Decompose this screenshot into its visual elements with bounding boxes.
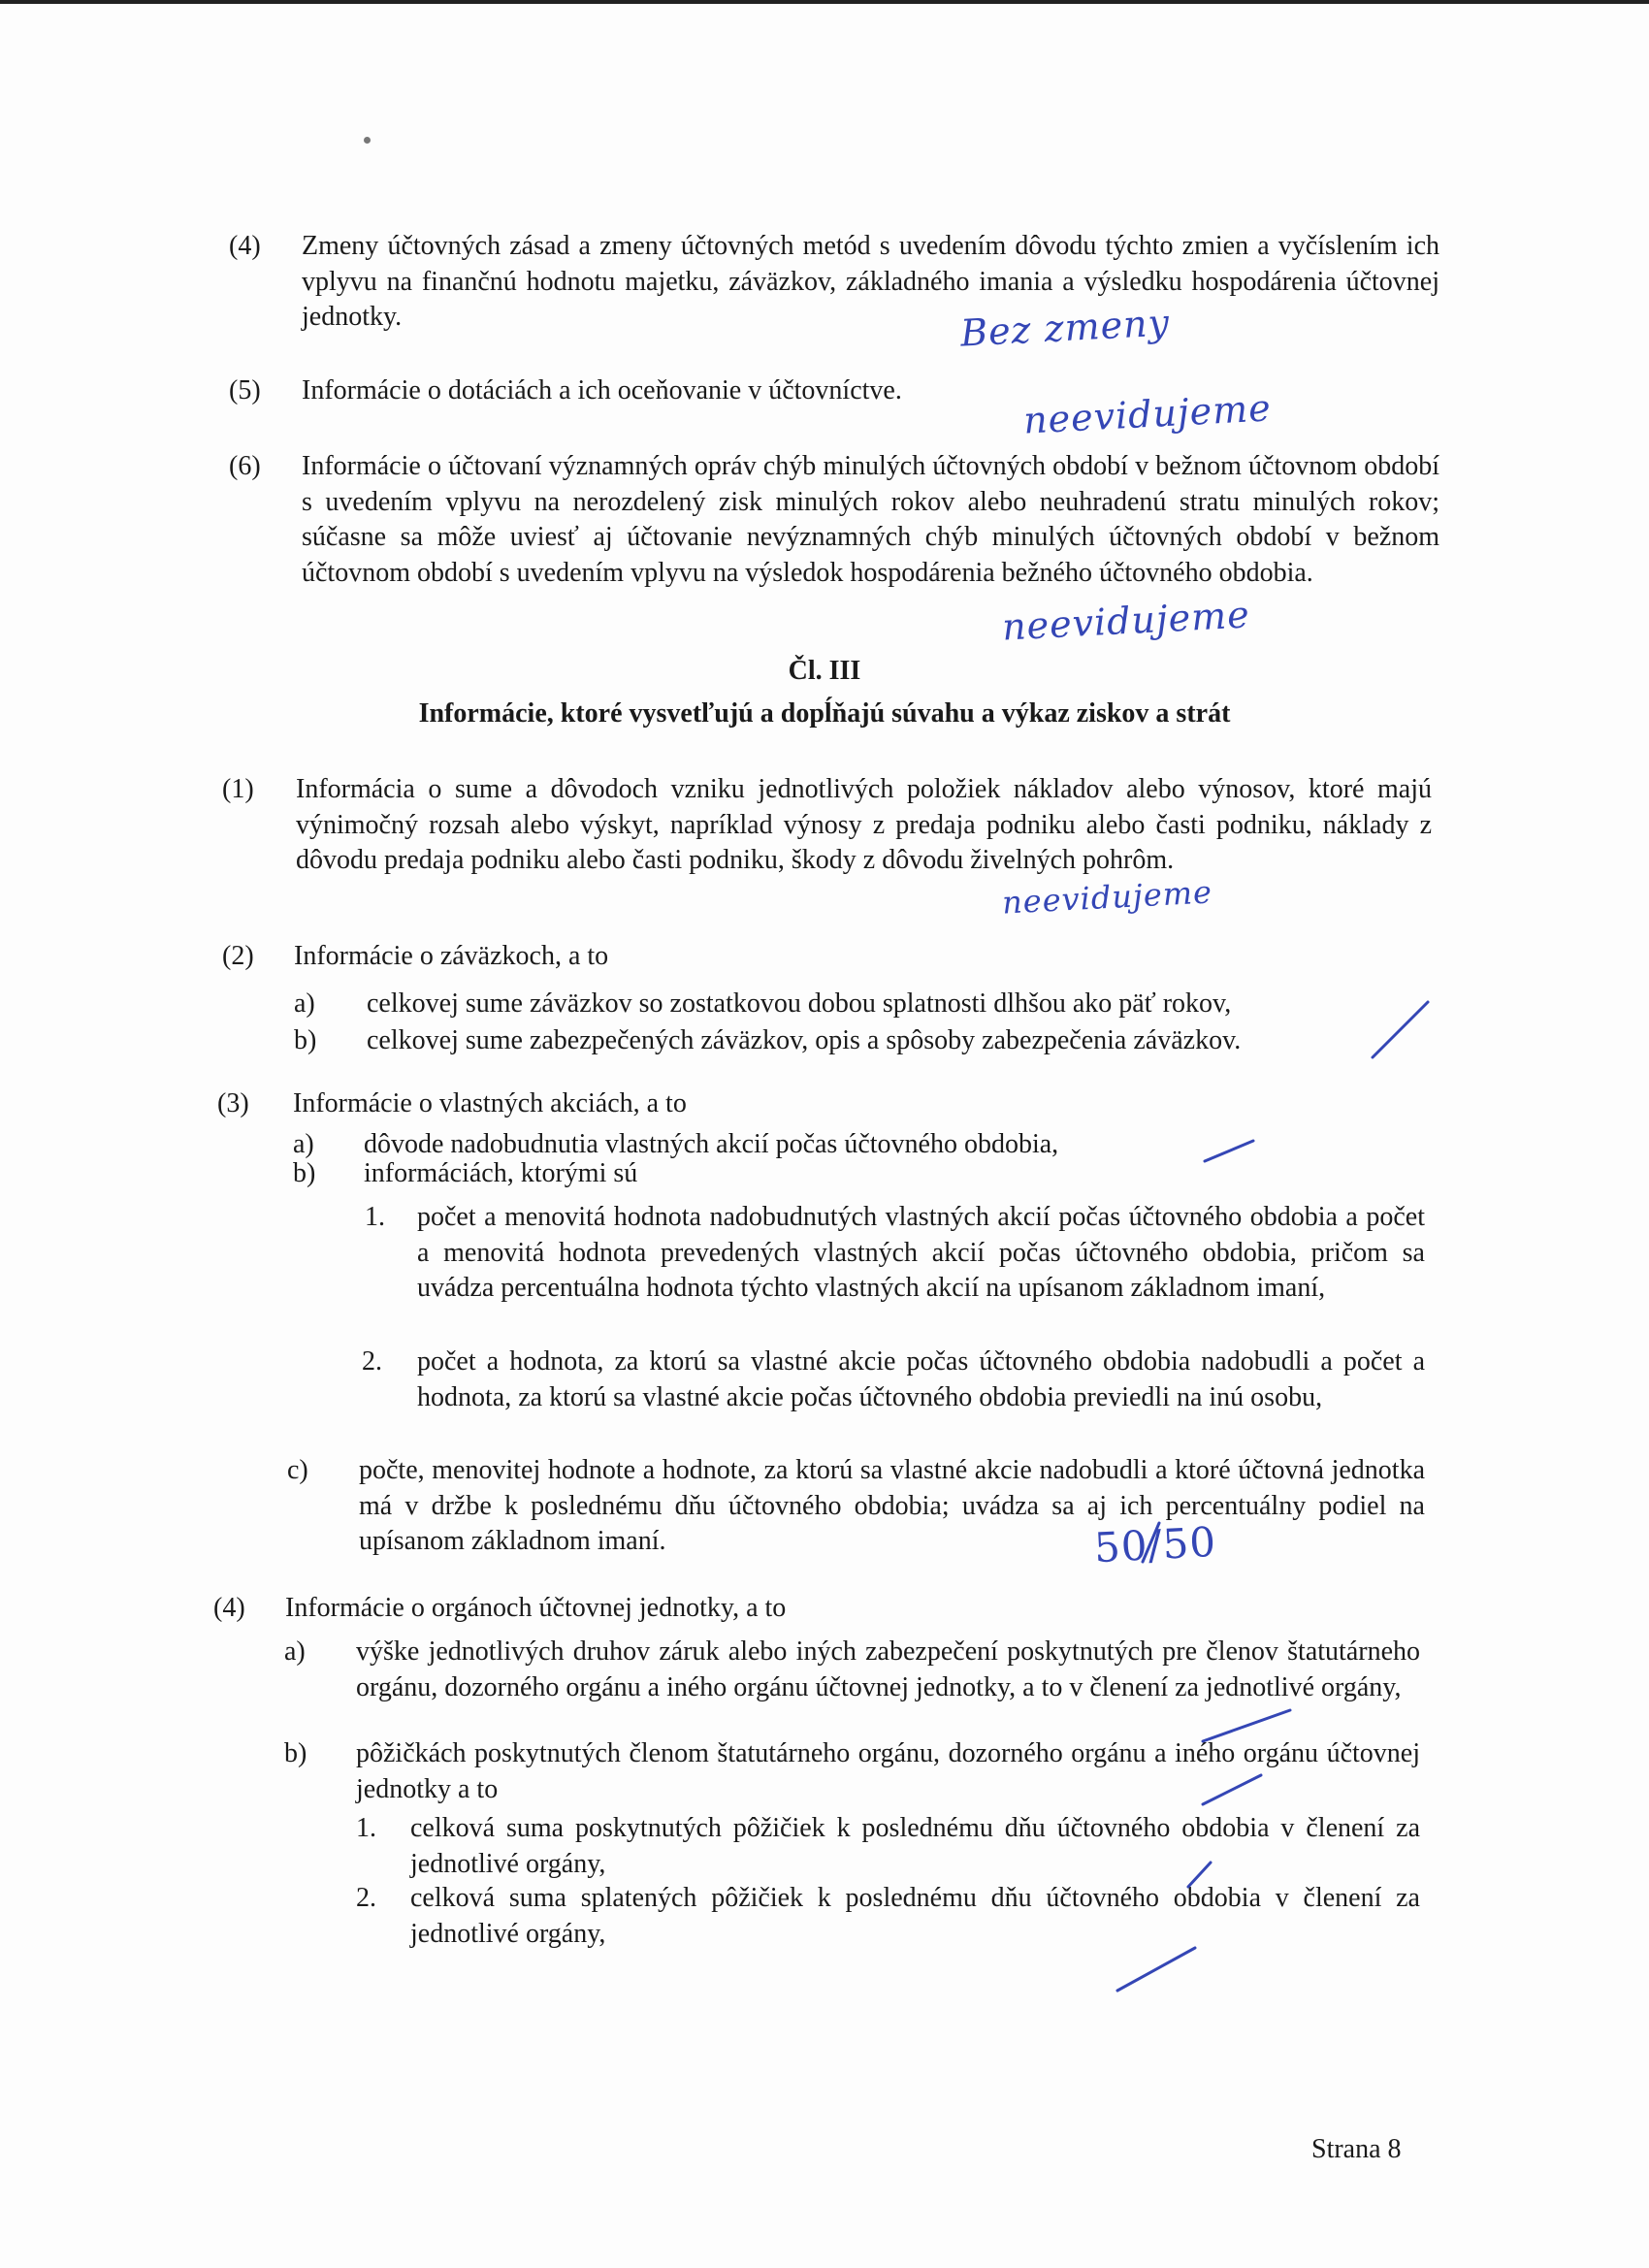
list-item: celkovej sume zabezpečených záväzkov, opis a spôsoby zabezpečenia záväzkov.: [367, 1025, 1242, 1055]
list-item: celková suma splatených pôžičiek k poslednému dňu účtovného obdobia v členení za jednotlivé orgány,: [410, 1883, 1420, 1949]
item-label: c): [287, 1455, 308, 1485]
item-label: b): [284, 1738, 307, 1768]
list-item: počet a hodnota, za ktorú sa vlastné akcie počas účtovného obdobia nadobudli a počet a hodnota, za ktorú sa vlastné akcie počas účtovného obdobia previedli na inú osobu,: [417, 1346, 1425, 1412]
list-item: pôžičkách poskytnutých členom štatutárneho orgánu, dozorného orgánu a iného orgánu účtovnej jednotky a to: [356, 1738, 1420, 1804]
item-label: b): [293, 1158, 316, 1188]
paragraph: Informácie o účtovaní významných opráv chýb minulých účtovných období v bežnom účtovnom období s uvedením vplyvu na nerozdelený zisk minulých rokov alebo neuhradenú stratu minulých rokov; súčasne sa môže uviesť aj účtovanie nevýznamných chýb minulých účtovných období v bežnom účtovnom období s uvedením vplyvu na výsledok hospodárenia bežného účtovného obdobia.: [302, 451, 1439, 588]
item-number: (5): [229, 375, 261, 405]
item-number: (4): [229, 231, 261, 261]
paragraph: Informácie o orgánoch účtovnej jednotky, a to: [285, 1593, 787, 1623]
handwritten-note: neevidujeme: [1022, 386, 1273, 442]
list-item: počte, menovitej hodnote a hodnote, za ktorú sa vlastné akcie nadobudli a ktoré účtovná jednotka má v držbe k poslednému dňu účtovného obdobia; uvádza sa aj ich percentuálny podiel na upísanom základnom imaní.: [359, 1455, 1425, 1556]
pen-slash: [1143, 1523, 1159, 1562]
paragraph: Informácie o záväzkoch, a to: [294, 941, 609, 971]
item-label: a): [294, 988, 315, 1019]
item-label: a): [293, 1129, 314, 1159]
list-item: počet a menovitá hodnota nadobudnutých vlastných akcií počas účtovného obdobia a počet a menovitá hodnota prevedených vlastných akcií počas účtovného obdobia, pričom sa uvádza percentuálna hodnota týchto vlastných akcií na upísanom základnom imaní,: [417, 1202, 1425, 1303]
handwritten-note: Bez zmeny: [958, 301, 1172, 355]
list-item: celkovej sume záväzkov so zostatkovou dobou splatnosti dlhšou ako päť rokov,: [367, 988, 1232, 1019]
item-number: (6): [229, 451, 261, 481]
item-label: 1.: [356, 1813, 376, 1843]
item-label: 1.: [365, 1202, 385, 1232]
item-number: (1): [222, 774, 254, 804]
pen-slash: [1117, 1948, 1195, 1991]
item-label: a): [284, 1636, 306, 1667]
item-number: (2): [222, 941, 254, 971]
item-number: (4): [213, 1593, 245, 1623]
handwritten-note: neevidujeme: [1001, 593, 1251, 649]
pen-slash: [1188, 1863, 1211, 1887]
pen-slash: [1203, 1710, 1290, 1741]
article-title: Informácie, ktoré vysvetľujú a dopĺňajú súvahu a výkaz ziskov a strát: [418, 698, 1231, 729]
paragraph: Informácia o sume a dôvodoch vzniku jednotlivých položiek nákladov alebo výnosov, ktoré majú výnimočný rozsah alebo výskyt, napríklad výnosy z predaja podniku alebo časti podniku, náklady z dôvodu predaja podniku alebo časti podniku, škody z dôvodu živelných pohrôm.: [296, 774, 1432, 875]
page-number: Strana 8: [1311, 2134, 1402, 2164]
pen-slash: [1203, 1775, 1261, 1804]
handwritten-note: 50/50: [1092, 1517, 1218, 1572]
list-item: informáciách, ktorými sú: [364, 1158, 638, 1188]
paragraph: Zmeny účtovných zásad a zmeny účtovných metód s uvedením dôvodu týchto zmien a vyčíslením ich vplyvu na finančnú hodnotu majetku, záväzkov, základného imania a výsledku hospodárenia účtovnej jednotky.: [302, 231, 1439, 332]
item-number: (3): [217, 1088, 249, 1118]
list-item: výške jednotlivých druhov záruk alebo iných zabezpečení poskytnutých pre členov štatutárneho orgánu, dozorného orgánu a iného orgánu účtovnej jednotky, a to v členení za jednotlivé orgány,: [356, 1636, 1420, 1702]
item-label: 2.: [356, 1883, 376, 1913]
pen-slash: [1205, 1141, 1253, 1161]
pen-slash: [1373, 1002, 1428, 1057]
paragraph: Informácie o dotáciách a ich oceňovanie v účtovníctve.: [302, 375, 902, 405]
item-label: 2.: [362, 1346, 382, 1377]
item-label: b): [294, 1025, 317, 1055]
article-number: Čl. III: [788, 656, 861, 686]
paragraph: Informácie o vlastných akciách, a to: [293, 1088, 687, 1118]
list-item: dôvode nadobudnutia vlastných akcií počas účtovného obdobia,: [364, 1129, 1059, 1159]
list-item: celková suma poskytnutých pôžičiek k poslednému dňu účtovného obdobia v členení za jednotlivé orgány,: [410, 1813, 1420, 1879]
handwritten-note: neevidujeme: [1001, 873, 1213, 922]
